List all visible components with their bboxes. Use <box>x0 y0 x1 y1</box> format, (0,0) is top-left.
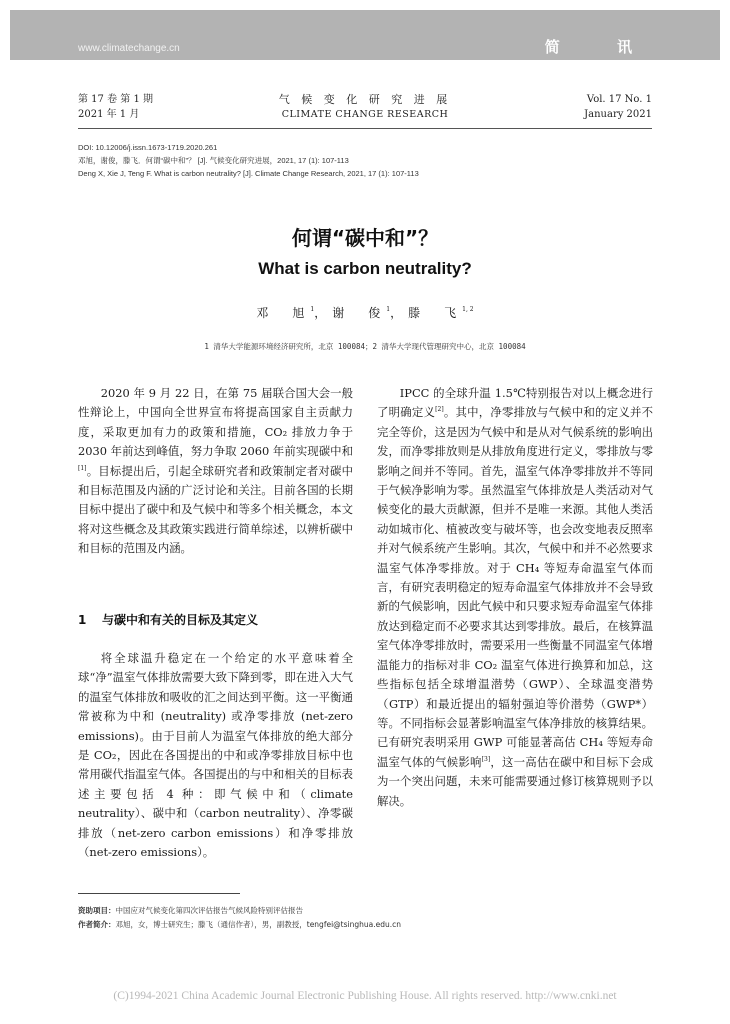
right-text <box>377 384 653 811</box>
journal-url[interactable]: www.climatechange.cn <box>78 43 180 54</box>
date-en: January 2021 <box>584 109 652 120</box>
volume-cn: 第 17 卷 第 1 期 <box>78 94 153 105</box>
author-affiliation-mark: 1, 2 <box>462 306 474 313</box>
author-name: 邓 旭 <box>256 306 311 320</box>
intro-text <box>78 384 353 559</box>
section-label: 简 讯 <box>544 38 658 56</box>
author-note-label: 作者简介： <box>78 920 116 929</box>
affiliations: 1 清华大学能源环境经济研究所，北京 100084；2 清华大学现代管理研究中心，北京 100084 <box>204 342 526 351</box>
intro-text-part: 。目标提出后，引起全球研究者和政策制定者对碳中和目标范围及内涵的广泛讨论和关注。目前各国的长期目标中提出了碳中和及气候中和等多个相关概念，本文将对这些概念及其政策实践进行简单综述，以辨析碳中和目标的范围及内涵。 <box>78 463 353 556</box>
citation-en: Deng X, Xie J, Teng F. What is carbon neutrality? [J]. Climate Change Research, 2021, 17 (1): 107-113 <box>78 169 419 178</box>
author-name: 滕 飞 <box>408 306 463 320</box>
right-column <box>377 384 653 811</box>
author-note-text: 邓旭，女，博士研究生；滕飞（通信作者），男，副教授，tengfei@tsinghua.edu.cn <box>115 920 401 929</box>
date-cn: 2021 年 1 月 <box>78 109 140 120</box>
author-separator: ， <box>314 306 333 320</box>
title-cn: 何谓“碳中和”？ <box>291 226 439 250</box>
author-affiliation-mark: 1 <box>386 306 391 313</box>
citation-block <box>78 141 419 180</box>
citation-cn: 邓旭，谢俊，滕飞．何谓“碳中和”？ [J]. 气候变化研究进展，2021, 17 (1): 107-113 <box>78 156 349 165</box>
author-note <box>78 919 401 930</box>
section-number: 1 <box>78 613 87 627</box>
section1-text: 将全球温升稳定在一个给定的水平意味着全球“净”温室气体排放需要大致下降到零，即在进入大气的温室气体排放和吸收的汇之间达到平衡。这一平衡通常被称为中和 (neutrality) 或净零排放 (net-zero emissions)。由于目前人为温室气体排放的绝大部分是 CO₂，因此在各国提出的中和或净零排放目标中也常用碳代指温室气体。各国提出的与中和相关的目标表述主要包括 4 种：即气候中和（climate neutrality）、碳中和（carbon neutrality）、净零碳排放（net-zero carbon emissions）和净零排放（net-zero emissions）。 <box>78 651 353 860</box>
section-title: 与碳中和有关的目标及其定义 <box>102 613 259 627</box>
journal-name-en: CLIMATE CHANGE RESEARCH <box>281 109 449 120</box>
copyright-watermark: (C)1994-2021 China Academic Journal Electronic Publishing House. All rights reserved. http://www.cnki.net <box>113 990 617 1002</box>
funding-label: 资助项目： <box>78 906 116 915</box>
header-divider <box>78 128 652 129</box>
section-heading <box>78 611 258 628</box>
title-en: What is carbon neutrality? <box>258 259 472 278</box>
intro-paragraph <box>78 384 353 559</box>
right-text-part: IPCC 的全球升温 1.5℃特别报告对以上概念进行了明确定义 <box>377 386 653 420</box>
right-text-part: ，这一高估在碳中和目标下会成为一个突出问题，未来可能需要通过修订核算规则予以解决。 <box>377 754 653 808</box>
funding-note <box>78 905 303 916</box>
author-list <box>0 304 730 321</box>
funding-text: 中国应对气候变化第四次评估报告气候风险特别评估报告 <box>115 906 303 915</box>
reference-link[interactable]: [1] <box>78 464 87 472</box>
author-affiliation-mark: 1 <box>310 306 315 313</box>
reference-link[interactable]: [2] <box>435 406 444 414</box>
right-text-part: 。其中，净零排放与气候中和的定义并不完全等价，这是因为气候中和是从对气候系统的影响出发，而净零排放则是从排放角度进行定义，零排放与零影响之间并不等同。首先，温室气体净零排放并不等同于气候净影响为零。虽然温室气体排放是人类活动对气候变化的最大贡献源，但并不是唯一来源。其他人类活动如城市化、植被改变与破坏等，也会改变地表反照率并对气候系统产生影响。其次，气候中和并不必然要求温室气体净零排放。对于 CH₄ 等短寿命温室气体而言，有研究表明稳定的短寿命温室气体排放并不会导致新的气候影响，因此气候中和只要求短寿命温室气体排放达到稳定而不必要求其达到零排放。最后，在核算温室气体净零排放时，需要采用一些衡量不同温室气体增温能力的指标对非 CO₂ 温室气体进行换算和加总，这些指标包括全球增温潜势（GWP）、全球温变潜势（GTP）和最近提出的辐射强迫等价潜势（GWP*）等。不同指标会显著影响温室气体净排放的核算结果。已有研究表明采用 GWP 可能显著高估 CH₄ 等短寿命温室气体的气候影响 <box>377 405 653 769</box>
intro-text-part: 2020 年 9 月 22 日，在第 75 届联合国大会一般性辩论上，中国向全世界宣布将提高国家自主贡献力度，采取更加有力的政策和措施，CO₂ 排放力争于 2030 年前达到峰值，努力争取 2060 年前实现碳中和 <box>78 386 353 459</box>
header-right <box>584 92 652 122</box>
top-banner <box>10 10 720 60</box>
section1-paragraph <box>78 649 353 862</box>
author-name: 谢 俊 <box>332 306 387 320</box>
volume-en: Vol. 17 No. 1 <box>586 94 652 105</box>
doi[interactable]: DOI: 10.12006/j.issn.1673-1719.2020.261 <box>78 143 218 152</box>
journal-name-cn: 气 候 变 化 研 究 进 展 <box>278 93 452 106</box>
author-separator: ， <box>390 306 409 320</box>
footnote-divider <box>78 893 240 894</box>
reference-link[interactable]: [3] <box>481 755 491 763</box>
